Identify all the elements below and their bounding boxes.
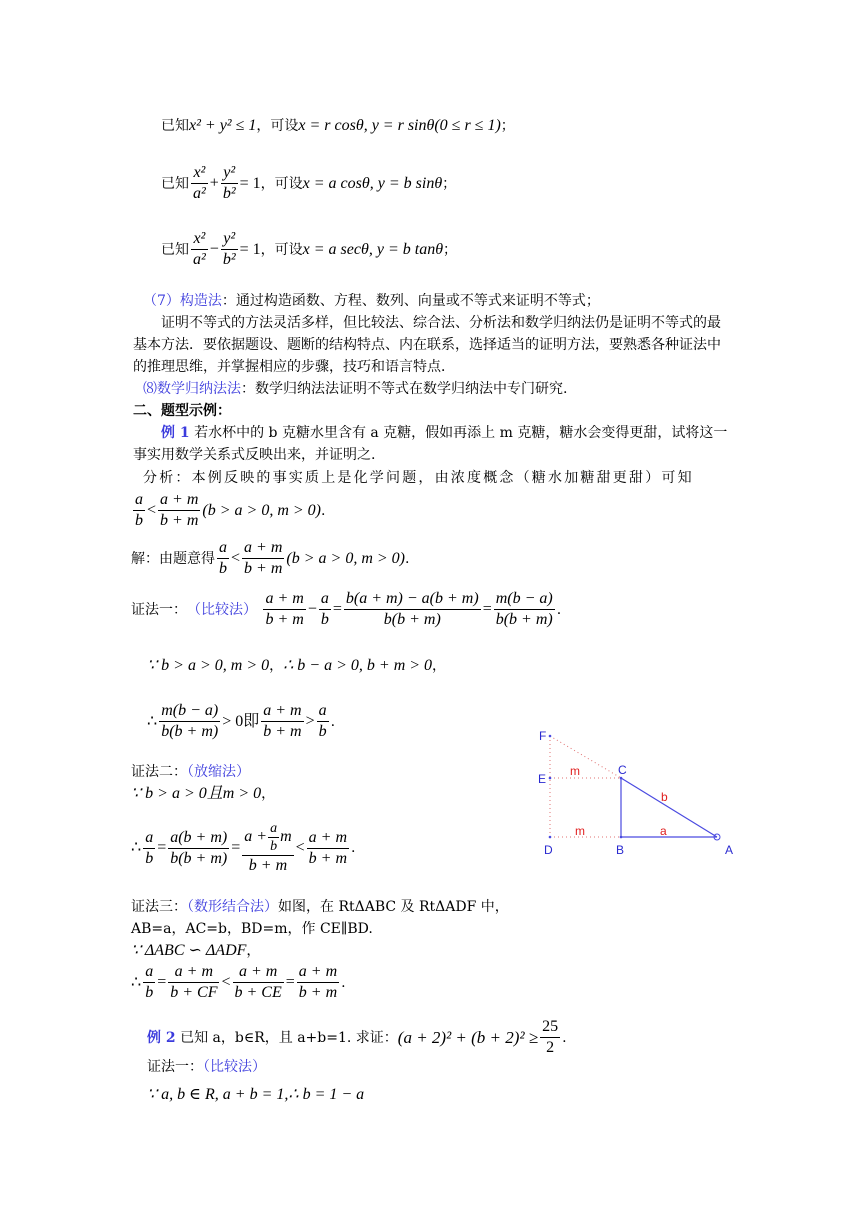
proof-2-line: 证法二：（放缩法） xyxy=(131,764,250,780)
point-B xyxy=(620,836,623,839)
point-D xyxy=(549,836,552,839)
label-D: D xyxy=(544,843,553,857)
example-2-proof-1-line: 证法一：（比较法） xyxy=(147,1059,266,1075)
label-m-bottom: m xyxy=(575,824,585,838)
label-C: C xyxy=(618,763,627,777)
similar-triangles-line: ∵ ΔABC ∽ ΔADF， xyxy=(131,942,261,959)
point-F xyxy=(549,735,552,738)
example-2-label: 例 2 xyxy=(147,1029,176,1046)
proof-1-label: （比较法） xyxy=(187,601,257,618)
solution-line: 解：由题意得 $\frac{a}{b}$ < $\frac{a + m}{b + m}$ (b > a > 0, m > 0). xyxy=(131,539,410,577)
analysis-inequality: $\frac{a}{b}$ < $\frac{a + m}{b + m}$ (b > a > 0, m > 0). xyxy=(135,491,326,529)
label-A: A xyxy=(725,843,734,857)
line-FC xyxy=(550,736,621,778)
hyperbola-substitution-line: 已知 $\frac{\text{x²}}{\text{a²}}$ − $\frac{\text{y²}}{\text{b²}}$ = 1，可设x = a secθ, y = b tanθ； xyxy=(161,230,458,268)
line-CA xyxy=(621,778,717,837)
label-b: b xyxy=(661,790,668,804)
point-C xyxy=(620,777,623,780)
point-E xyxy=(549,777,552,780)
label-B: B xyxy=(616,843,625,857)
ellipse-substitution-line: 已知 $\frac{\text{x²}}{\text{a²}}$ + $\frac{\text{y²}}{\text{b²}}$ = 1，可设x = a cosθ, y = b sinθ； xyxy=(161,164,457,202)
proof-3-given: AB=a，AC=b，BD=m，作 CE∥BD. xyxy=(131,921,373,937)
label-F: F xyxy=(539,729,547,743)
triangle-figure xyxy=(530,725,750,860)
proof-1-line: 证法一：（比较法） $\frac{a + m}{b + m}$ − $\frac{a}{b}$ = $\frac{b(a + m) - a(b + m)}{b(b + m)}$ = $\frac{m(b - a)}{b(b + m)}$ . xyxy=(131,590,562,628)
because-line-2: ∵ b > a > 0且m > 0， xyxy=(131,785,276,802)
method-8-label: ⑻数学归纳法法 xyxy=(143,381,241,397)
label-E: E xyxy=(538,772,547,786)
example-1-label: 例 1 xyxy=(161,425,190,441)
label-m-top: m xyxy=(570,764,580,778)
example-1-text: 例 1 若水杯中的 b 克糖水里含有 a 克糖，假如再添上 m 克糖，糖水会变得更甜，试将这一事实用数学关系式反映出来，并证明之. xyxy=(133,425,728,463)
method-7-line: （7）构造法：通过构造函数、方程、数列、向量或不等式来证明不等式； xyxy=(143,293,600,309)
therefore-line-1: ∴ $\frac{m(b - a)}{b(b + m)}$ > 0即 $\frac{a + m}{b + m}$ > $\frac{a}{b}$ . xyxy=(147,702,336,740)
method-7-label: （7）构造法 xyxy=(143,293,222,309)
proof-3-label: （数形结合法） xyxy=(187,899,278,915)
label-a: a xyxy=(660,824,667,838)
because-line-1: ∵ b > a > 0, m > 0，∴ b − a > 0, b + m > 0， xyxy=(147,657,447,674)
proof-2-label: （放缩法） xyxy=(187,764,250,780)
example-2-proof-1-label: （比较法） xyxy=(203,1059,266,1075)
therefore-line-3: ∴ $\frac{a}{b}$ = $\frac{a + m}{b + CF}$ < $\frac{a + m}{b + CE}$ = $\frac{a + m}{b + m}$ . xyxy=(131,963,346,1001)
example-2-line: 例 2 已知 a，b∈R，且 a+b=1. 求证：(a + 2)² + (b + 2)² ≥ $\frac{25}{2}$ . xyxy=(147,1018,567,1056)
proof-3-line: 证法三：（数形结合法）如图，在 RtΔABC 及 RtΔADF 中， xyxy=(131,899,509,915)
therefore-line-2: ∴ $\frac{a}{b}$ = $\frac{a(b + m)}{b(b + m)}$ = a + $\frac{a}{b}$ m b + m < $\frac{a + m}{b + m}$ . xyxy=(131,821,356,874)
example-2-because-line: ∵ a, b ∈ R, a + b = 1,∴ b = 1 − a xyxy=(147,1086,365,1103)
polar-substitution-line: 已知x² + y² ≤ 1，可设x = r cosθ, y = r sinθ(0 ≤ r ≤ 1)； xyxy=(161,117,515,134)
analysis-text: 分析：本例反映的事实质上是化学问题，由浓度概念（糖水加糖甜更甜）可知 xyxy=(143,470,694,486)
section-heading: 二、题型示例： xyxy=(133,403,231,419)
summary-paragraph: 证明不等式的方法灵活多样，但比较法、综合法、分析法和数学归纳法仍是证明不等式的最基本方法．要依据题设、题断的结构特点、内在联系，选择适当的证明方法，要熟悉各种证法中的推理思维，并掌握相应的步骤，技巧和语言特点． xyxy=(133,315,721,375)
method-8-line: ⑻数学归纳法法：数学归纳法法证明不等式在数学归纳法中专门研究. xyxy=(143,381,568,397)
